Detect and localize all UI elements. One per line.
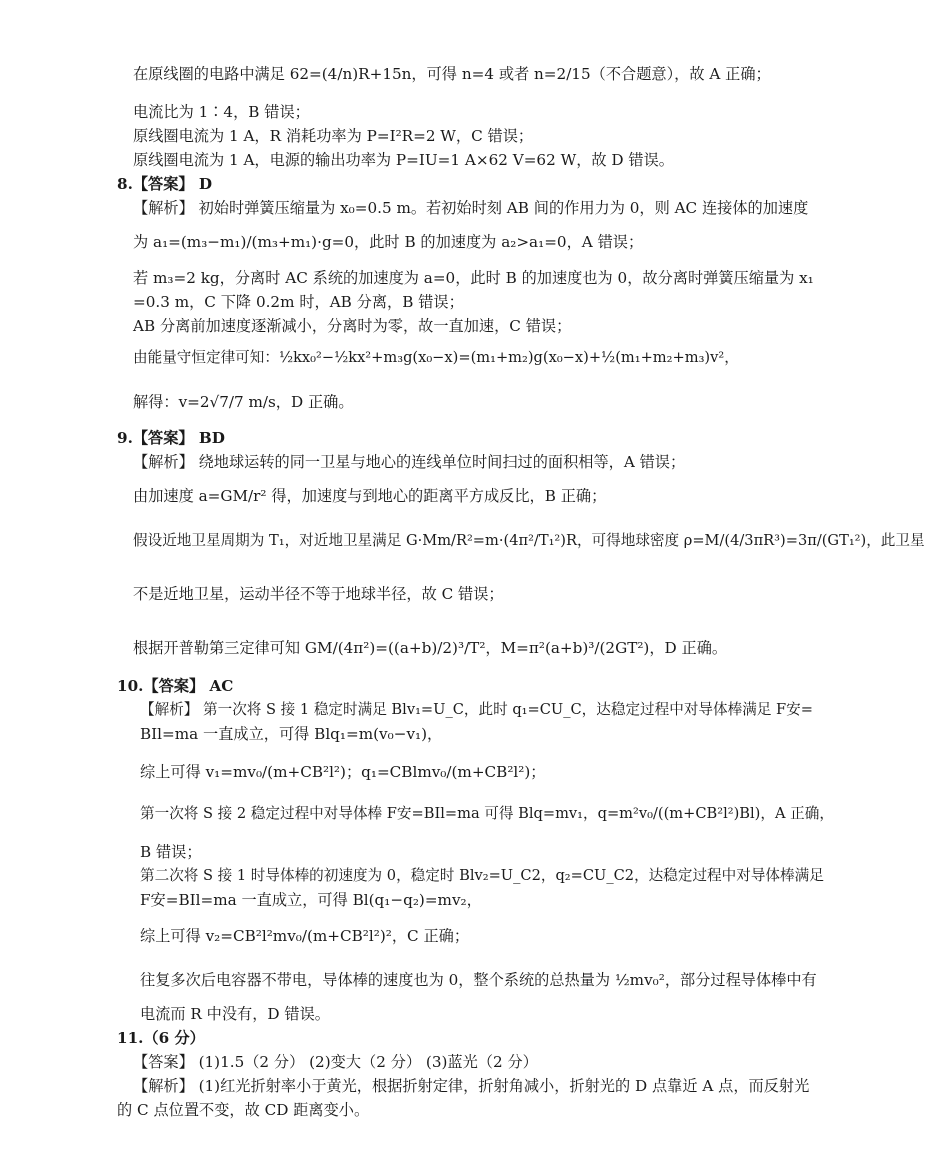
answer-line-11: 【答案】 (1)1.5（2 分） (2)变大（2 分） (3)蓝光（2 分） xyxy=(133,1053,538,1071)
question-heading-11: 11.（6 分） xyxy=(117,1029,205,1047)
text-line: 在原线圈的电路中满足 62=(4/n)R+15n，可得 n=4 或者 n=2/15（不合题意），故 A 正确； xyxy=(133,65,771,83)
text-line: 【解析】 第一次将 S 接 1 稳定时满足 Blv₁=U_C，此时 q₁=CU_C，达稳定过程中对导体棒满足 F安= xyxy=(140,701,813,718)
text-line: 电流而 R 中没有，D 错误。 xyxy=(140,1005,330,1023)
text-line: 由能量守恒定律可知：½kx₀²−½kx²+m₃g(x₀−x)=(m₁+m₂)g(x₀−x)+½(m₁+m₂+m₃)v²， xyxy=(133,349,739,366)
text-line: 第二次将 S 接 1 时导体棒的初速度为 0，稳定时 Blv₂=U_C2，q₂=CU_C2，达稳定过程中对导体棒满足 xyxy=(140,867,824,884)
text-line: 【解析】 (1)红光折射率小于黄光，根据折射定律，折射角减小，折射光的 D 点靠近 A 点，而反射光 xyxy=(133,1077,810,1095)
text-line: 原线圈电流为 1 A，R 消耗功率为 P=I²R=2 W，C 错误； xyxy=(133,127,534,145)
text-line: 综上可得 v₂=CB²l²mv₀/(m+CB²l²)²，C 正确； xyxy=(140,927,470,945)
text-line: 电流比为 1∶4，B 错误； xyxy=(133,103,310,121)
text-line: 往复多次后电容器不带电，导体棒的速度也为 0，整个系统的总热量为 ½mv₀²，部分过程导体棒中有 xyxy=(140,971,817,989)
text-line: 假设近地卫星周期为 T₁，对近地卫星满足 G·Mm/R²=m·(4π²/T₁²)R，可得地球密度 ρ=M/(4/3πR³)=3π/(GT₁²)，此卫星 xyxy=(133,532,925,549)
text-line: 解得：v=2√7/7 m/s，D 正确。 xyxy=(133,393,354,411)
text-line: F安=BIl=ma 一直成立，可得 Bl(q₁−q₂)=mv₂， xyxy=(140,891,482,909)
text-line: B 错误； xyxy=(140,843,202,861)
text-line: 【解析】 绕地球运转的同一卫星与地心的连线单位时间扫过的面积相等，A 错误； xyxy=(133,453,686,471)
text-line: 第一次将 S 接 2 稳定过程中对导体棒 F安=BIl=ma 可得 Blq=mv₁，q=m²v₀/((m+CB²l²)Bl)，A 正确， xyxy=(140,805,834,822)
text-line: 原线圈电流为 1 A，电源的输出功率为 P=IU=1 A×62 V=62 W，故 D 错误。 xyxy=(133,151,674,169)
answer-heading-9: 9.【答案】 BD xyxy=(117,429,225,447)
text-line: 为 a₁=(m₃−m₁)/(m₃+m₁)·g=0，此时 B 的加速度为 a₂>a₁=0，A 错误； xyxy=(133,233,644,251)
text-line: =0.3 m，C 下降 0.2m 时，AB 分离，B 错误； xyxy=(133,293,464,311)
text-line: 不是近地卫星，运动半径不等于地球半径，故 C 错误； xyxy=(133,585,504,603)
text-line: 的 C 点位置不变，故 CD 距离变小。 xyxy=(117,1101,370,1119)
text-line: BIl=ma 一直成立，可得 Blq₁=m(v₀−v₁)， xyxy=(140,725,443,743)
text-line: 根据开普勒第三定律可知 GM/(4π²)=((a+b)/2)³/T²，M=π²(a+b)³/(2GT²)，D 正确。 xyxy=(133,639,728,657)
text-line: 综上可得 v₁=mv₀/(m+CB²l²)；q₁=CBlmv₀/(m+CB²l²)； xyxy=(140,763,546,781)
answer-heading-8: 8.【答案】 D xyxy=(117,175,213,193)
text-line: 【解析】 初始时弹簧压缩量为 x₀=0.5 m。若初始时刻 AB 间的作用力为 0，则 AC 连接体的加速度 xyxy=(133,199,809,217)
answer-heading-10: 10.【答案】 AC xyxy=(117,677,234,695)
text-line: 由加速度 a=GM/r² 得，加速度与到地心的距离平方成反比，B 正确； xyxy=(133,487,607,505)
text-line: AB 分离前加速度逐渐减小，分离时为零，故一直加速，C 错误； xyxy=(133,317,572,335)
text-line: 若 m₃=2 kg，分离时 AC 系统的加速度为 a=0，此时 B 的加速度也为 0，故分离时弹簧压缩量为 x₁ xyxy=(133,269,814,287)
